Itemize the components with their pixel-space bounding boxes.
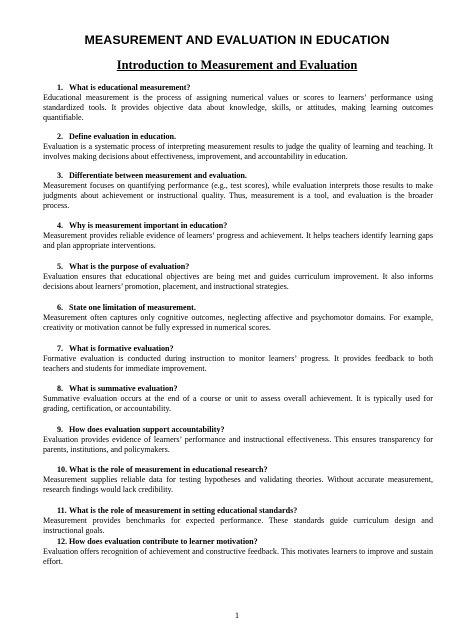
question-4: 4. Why is measurement important in education? [57, 221, 228, 230]
answer-4: Measurement provides reliable evidence of learners’ progress and achievement. It helps teachers identify learning gaps and plan appropriate interventions. [43, 231, 433, 250]
qa-item-5 [43, 262, 433, 292]
qa-item-11 [43, 506, 433, 536]
question-10: 10. What is the role of measurement in educational research? [57, 465, 268, 474]
question-2: 2. Define evaluation in education. [57, 132, 177, 141]
qa-item-10 [43, 465, 433, 495]
qa-item-3 [43, 171, 433, 211]
page-number: 1 [234, 610, 240, 620]
answer-7: Formative evaluation is conducted during instruction to monitor learners’ progress. It provides feedback to both teachers and students for immediate improvement. [43, 354, 433, 373]
question-9: 9. How does evaluation support accountability? [57, 425, 225, 434]
answer-3: Measurement focuses on quantifying performance (e.g., test scores), while evaluation interprets those results to make judgments about achievement or instructional quality. Thus, measurement is a tool, and evaluation is the broader process. [43, 181, 433, 210]
qa-item-9 [43, 425, 433, 455]
question-12: 12. How does evaluation contribute to learner motivation? [57, 537, 258, 546]
qa-item-8 [43, 384, 433, 414]
qa-item-12 [43, 537, 433, 567]
question-5: 5. What is the purpose of evaluation? [57, 262, 190, 271]
qa-item-1 [43, 83, 433, 123]
qa-item-4 [43, 221, 433, 251]
question-11: 11. What is the role of measurement in setting educational standards? [57, 506, 298, 515]
qa-item-6 [43, 303, 433, 333]
section-title: Introduction to Measurement and Evaluation [116, 58, 358, 72]
answer-10: Measurement supplies reliable data for testing hypotheses and validating theories. Without accurate measurement, research findings would lack credibility. [43, 475, 433, 494]
qa-item-2 [43, 132, 433, 162]
answer-2: Evaluation is a systematic process of interpreting measurement results to judge the quality of learning and teaching. It involves making decisions about effectiveness, improvement, and accountability in education. [43, 142, 433, 161]
answer-11: Measurement provides benchmarks for expected performance. These standards guide curriculum design and instructional goals. [43, 516, 433, 535]
question-6: 6. State one limitation of measurement. [57, 303, 196, 312]
answer-6: Measurement often captures only cognitive outcomes, neglecting affective and psychomotor domains. For example, creativity or motivation cannot be fully expressed in numerical scores. [43, 313, 433, 332]
question-8: 8. What is summative evaluation? [57, 384, 178, 393]
question-7: 7. What is formative evaluation? [57, 344, 174, 353]
answer-12: Evaluation offers recognition of achievement and constructive feedback. This motivates learners to improve and sustain effort. [43, 547, 433, 566]
question-3: 3. Differentiate between measurement and evaluation. [57, 171, 247, 180]
answer-8: Summative evaluation occurs at the end of a course or unit to assess overall achievement. It is typically used for grading, certification, or accountability. [43, 394, 433, 413]
answer-1: Educational measurement is the process of assigning numerical values or scores to learners’ performance using standardized tools. It provides objective data about knowledge, skills, or attitudes, making learning outcomes quantifiable. [43, 93, 433, 122]
question-1: 1. What is educational measurement? [57, 83, 191, 92]
answer-5: Evaluation ensures that educational objectives are being met and guides curriculum improvement. It also informs decisions about learners’ promotion, placement, and instructional strategies. [43, 272, 433, 291]
answer-9: Evaluation provides evidence of learners’ performance and instructional effectiveness. This ensures transparency for parents, institutions, and policymakers. [43, 435, 433, 454]
qa-item-7 [43, 344, 433, 374]
document-title: MEASUREMENT AND EVALUATION IN EDUCATION [84, 33, 390, 47]
